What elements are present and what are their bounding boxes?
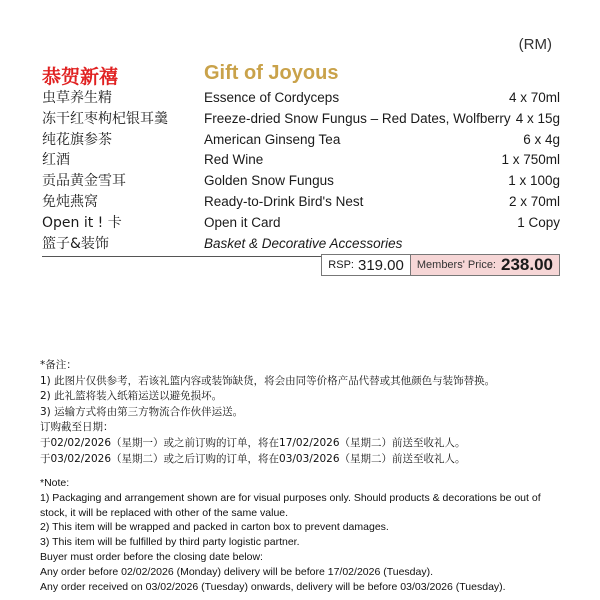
note-line: *备注： (40, 359, 77, 371)
item-name-cn: 篮子&装饰 (42, 235, 109, 252)
list-item (42, 88, 560, 109)
rsp-label: RSP: (328, 259, 354, 271)
item-name-en: Freeze-dried Snow Fungus – Red Dates, Wolfberry (204, 110, 511, 126)
price-row (321, 254, 560, 276)
item-name-cn: 红酒 (42, 152, 70, 169)
item-name-en: Red Wine (204, 152, 264, 168)
item-name-cn: 冻干红枣枸杞银耳羹 (42, 110, 168, 127)
list-item (42, 213, 560, 234)
notes-en (40, 476, 565, 594)
item-name-en: American Ginseng Tea (204, 131, 341, 147)
note-line: 2) 此礼篮将装入纸箱运送以避免损坏。 (40, 390, 223, 403)
item-name-cn: 虫草养生精 (42, 90, 112, 106)
list-item (42, 171, 560, 192)
item-quantity: 6 x 4g (523, 131, 560, 147)
note-line: 于02/02/2026（星期一）或之前订购的订单，将在17/02/2026（星期二）前送至收礼人。 (40, 436, 466, 449)
member-price-box (411, 254, 560, 276)
item-name-cn: 纯花旗参茶 (42, 131, 112, 148)
note-line: *Note: (40, 477, 70, 489)
note-line: 3) 运输方式将由第三方物流合作伙伴运送。 (40, 405, 244, 418)
item-name-en: Golden Snow Fungus (204, 173, 334, 189)
item-name-en: Essence of Cordyceps (204, 90, 340, 105)
note-line: 1) 此图片仅供参考，若该礼篮内容或装饰缺货，将会由同等价格产品代替或其他颜色与装饰替换。 (40, 374, 496, 387)
list-item (42, 150, 560, 171)
list-item (42, 234, 560, 255)
item-quantity: 4 x 70ml (508, 90, 560, 105)
item-list (42, 88, 560, 254)
list-item (42, 109, 560, 130)
gift-title-cn: 恭贺新禧 (42, 66, 119, 88)
member-price-value: 238.00 (501, 255, 553, 274)
gift-title (42, 62, 562, 88)
currency-label: (RM) (518, 36, 552, 53)
item-name-cn: 免炖燕窝 (42, 193, 98, 210)
item-quantity: 1 x 750ml (501, 152, 560, 168)
item-quantity: 1 x 100g (508, 173, 560, 189)
member-price-label: Members' Price: (416, 259, 496, 271)
note-line: 于03/02/2026（星期二）或之后订购的订单，将在03/03/2026（星期二）前送至收礼人。 (40, 452, 466, 465)
note-line: 2) This item will be wrapped and packed in carton box to prevent damages. (40, 521, 389, 534)
item-name-cn: 贡品黄金雪耳 (42, 173, 126, 190)
note-line: Any order received on 03/02/2026 (Tuesday) onwards, delivery will be before 03/03/2026 (Tuesday). (40, 580, 506, 593)
note-line: 1) Packaging and arrangement shown are for visual purposes only. Should products & decorations be out of stock, it will be replaced with other of the same value. (40, 491, 541, 519)
note-line: Any order before 02/02/2026 (Monday) delivery will be before 17/02/2026 (Tuesday). (40, 565, 434, 578)
rsp-value: 319.00 (357, 256, 404, 274)
list-item (42, 192, 560, 213)
item-name-cn: Open it ! 卡 (42, 214, 122, 231)
item-name-en: Open it Card (204, 214, 281, 230)
item-quantity: 2 x 70ml (508, 193, 560, 209)
note-line: 3) This item will be fulfilled by third party logistic partner. (40, 536, 300, 549)
notes-cn (40, 358, 570, 467)
item-quantity: 1 Copy (517, 214, 560, 230)
list-item (42, 130, 560, 151)
note-line: 订购截至日期： (40, 421, 114, 434)
item-name-en: Ready-to-Drink Bird's Nest (204, 193, 364, 209)
note-line: Buyer must order before the closing date below: (40, 550, 263, 563)
item-name-en: Basket & Decorative Accessories (204, 235, 403, 251)
gift-title-en: Gift of Joyous (204, 62, 339, 84)
item-quantity: 4 x 15g (515, 110, 560, 126)
rsp-price-box (321, 254, 411, 276)
